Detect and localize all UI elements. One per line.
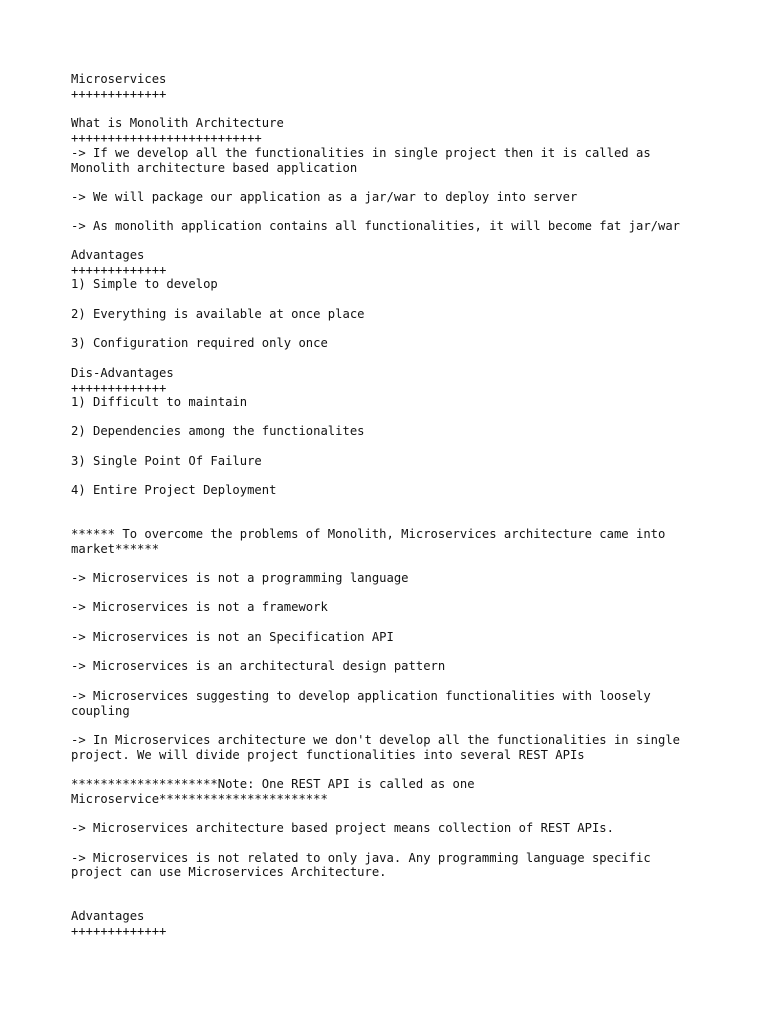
section-underline: +++++++++++++ [71,381,167,395]
list-item: 4) Entire Project Deployment [71,483,277,497]
text-line: -> Microservices is not a framework [71,600,328,614]
text-line: -> Microservices is not a programming language [71,571,409,585]
text-line: -> Microservices is an architectural design pattern [71,659,446,673]
text-line: project can use Microservices Architecture. [71,865,387,879]
callout-line: market****** [71,542,160,556]
section-underline: +++++++++++++ [71,263,167,277]
section-heading-advantages: Advantages [71,909,145,923]
title-underline: +++++++++++++ [71,87,167,101]
doc-title: Microservices [71,72,167,86]
list-item: 1) Difficult to maintain [71,395,248,409]
list-item: 3) Configuration required only once [71,336,328,350]
list-item: 3) Single Point Of Failure [71,454,262,468]
section-heading-disadvantages: Dis-Advantages [71,366,174,380]
list-item: 2) Dependencies among the functionalites [71,424,365,438]
text-line: -> Microservices architecture based project means collection of REST APIs. [71,821,614,835]
text-line: -> Microservices is not related to only java. Any programming language specific [71,851,651,865]
text-line: -> We will package our application as a jar/war to deploy into server [71,190,578,204]
text-line: -> Microservices suggesting to develop application functionalities with loosely [71,689,651,703]
section-heading-advantages: Advantages [71,248,145,262]
text-line: -> If we develop all the functionalities in single project then it is called as [71,146,651,160]
note-line: ********************Note: One REST API is called as one [71,777,475,791]
text-line: coupling [71,704,130,718]
list-item: 2) Everything is available at once place [71,307,365,321]
section-heading-monolith: What is Monolith Architecture [71,116,284,130]
text-line: -> As monolith application contains all functionalities, it will become fat jar/war [71,219,681,233]
text-line: project. We will divide project functionalities into several REST APIs [71,748,585,762]
note-line: Microservice*********************** [71,792,328,806]
text-line: Monolith architecture based application [71,161,358,175]
callout-line: ****** To overcome the problems of Monolith, Microservices architecture came into [71,527,666,541]
list-item: 1) Simple to develop [71,277,218,291]
section-underline: ++++++++++++++++++++++++++ [71,131,262,145]
section-underline: +++++++++++++ [71,924,167,938]
text-line: -> Microservices is not an Specification API [71,630,394,644]
text-line: -> In Microservices architecture we don't develop all the functionalities in single [71,733,681,747]
